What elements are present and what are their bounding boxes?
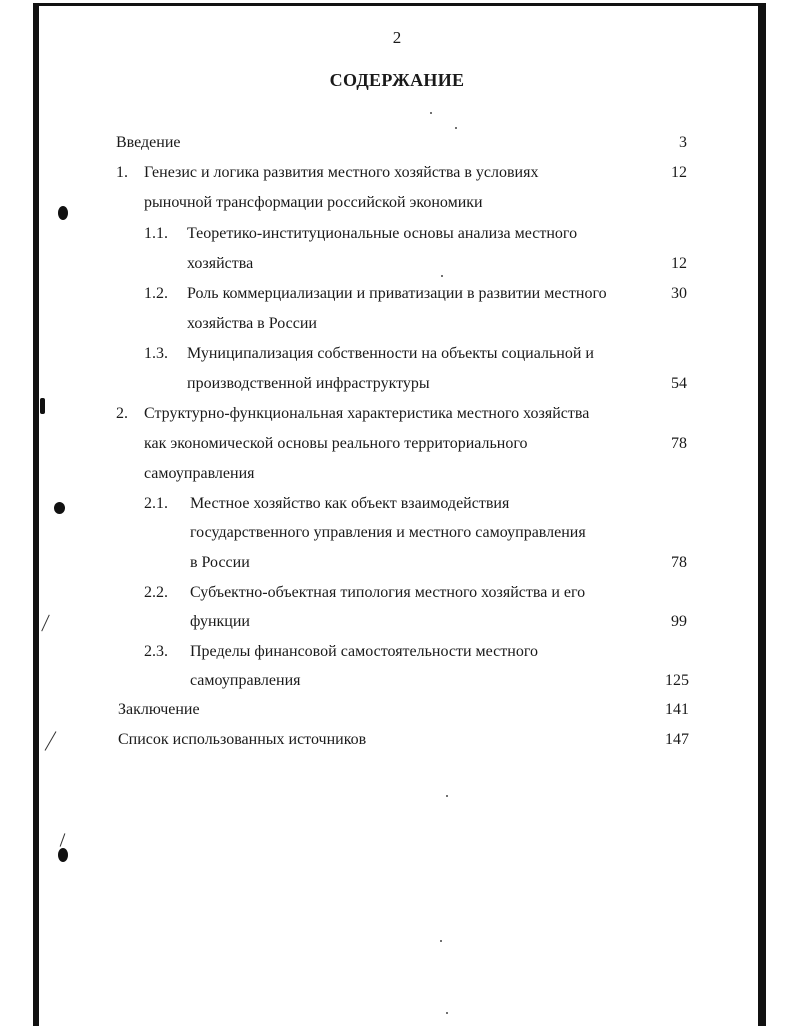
scan-scratch	[60, 833, 66, 846]
toc-intro-page: 3	[679, 134, 687, 151]
toc-s2-3-line2: самоуправления	[190, 672, 301, 689]
scan-border-top	[33, 3, 758, 6]
scan-speck	[455, 127, 457, 129]
page-number: 2	[392, 28, 402, 47]
page-title: СОДЕРЖАНИЕ	[329, 70, 465, 90]
scan-blot	[58, 848, 68, 862]
scan-speck	[440, 940, 442, 942]
scan-scratch	[41, 615, 50, 632]
toc-ch2-line3: самоуправления	[144, 465, 255, 482]
toc-s2-2-number: 2.2.	[144, 584, 168, 601]
toc-s1-3-line2: производственной инфраструктуры	[187, 375, 430, 392]
toc-intro-label: Введение	[116, 134, 181, 151]
toc-s1-2-page: 30	[671, 285, 687, 302]
toc-s2-1-page: 78	[671, 554, 687, 571]
scan-blot	[54, 502, 65, 514]
scan-blot	[58, 206, 68, 220]
toc-conclusion-label: Заключение	[118, 701, 200, 718]
scan-speck	[446, 1012, 448, 1014]
toc-s1-3-line1: Муниципализация собственности на объекты социальной и	[187, 345, 594, 362]
toc-s2-1-number: 2.1.	[144, 495, 168, 512]
toc-s2-3-page: 125	[665, 672, 689, 689]
toc-s1-1-number: 1.1.	[144, 225, 168, 242]
toc-s1-1-line2: хозяйства	[187, 255, 254, 272]
scan-speck	[446, 795, 448, 797]
toc-s2-1-line3: в России	[190, 554, 250, 571]
toc-s2-2-line2: функции	[190, 613, 250, 630]
toc-ch2-number: 2.	[116, 405, 128, 422]
toc-sources-label: Список использованных источников	[118, 731, 367, 748]
toc-s1-3-number: 1.3.	[144, 345, 168, 362]
toc-ch1-line1: Генезис и логика развития местного хозяйства в условиях	[144, 164, 539, 181]
toc-s2-2-line1: Субъектно-объектная типология местного хозяйства и его	[190, 584, 586, 601]
toc-ch2-line1: Структурно-функциональная характеристика местного хозяйства	[144, 405, 590, 422]
toc-s2-2-page: 99	[671, 613, 687, 630]
toc-s1-1-page: 12	[671, 255, 687, 272]
toc-s1-1-line1: Теоретико-институциональные основы анализа местного	[187, 225, 578, 242]
scan-border-left	[33, 3, 39, 1026]
toc-s1-2-line1: Роль коммерциализации и приватизации в развитии местного	[187, 285, 607, 302]
toc-ch1-line2: рыночной трансформации российской экономики	[144, 194, 483, 211]
toc-s1-2-line2: хозяйства в России	[187, 315, 317, 332]
toc-ch2-line2: как экономической основы реального территориального	[144, 435, 528, 452]
toc-ch1-page: 12	[671, 164, 687, 181]
toc-conclusion-page: 141	[665, 701, 689, 718]
scan-speck	[430, 112, 432, 114]
toc-s2-1-line2: государственного управления и местного самоуправления	[190, 524, 586, 541]
toc-s2-3-line1: Пределы финансовой самостоятельности местного	[190, 643, 538, 660]
toc-ch1-number: 1.	[116, 164, 128, 181]
toc-s2-3-number: 2.3.	[144, 643, 168, 660]
scan-blot	[40, 398, 45, 414]
scan-border-right	[758, 3, 766, 1026]
toc-ch2-page: 78	[671, 435, 687, 452]
toc-s1-3-page: 54	[671, 375, 687, 392]
scan-speck	[441, 275, 443, 277]
toc-sources-page: 147	[665, 731, 689, 748]
toc-s1-2-number: 1.2.	[144, 285, 168, 302]
scan-scratch	[45, 731, 57, 751]
toc-s2-1-line1: Местное хозяйство как объект взаимодействия	[190, 495, 510, 512]
